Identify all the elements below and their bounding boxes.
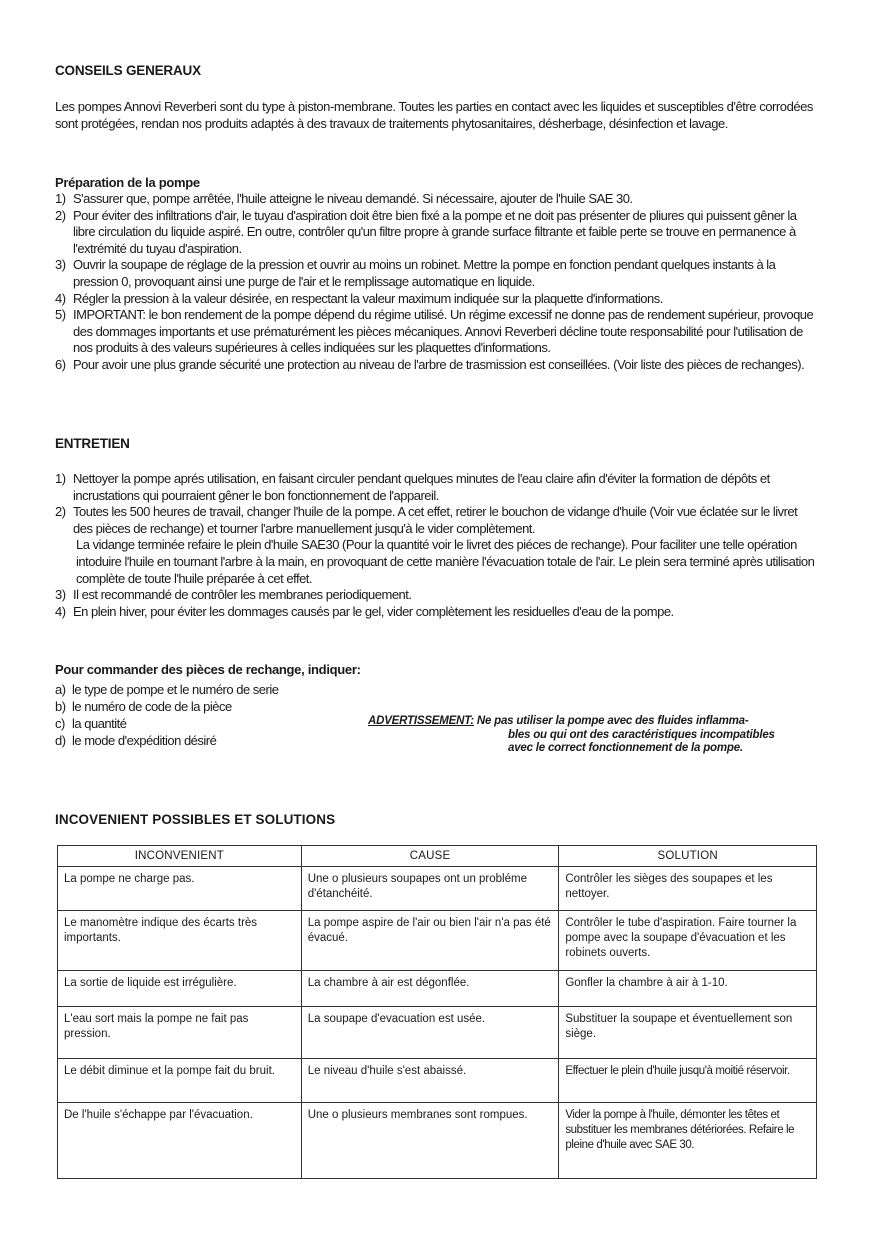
list-item: [55, 357, 817, 374]
item-number: 4): [55, 603, 66, 619]
cause-cell: La soupape d'evacuation est usée.: [301, 1007, 559, 1059]
item-text: Pour éviter des infiltrations d'air, le tuyau d'aspiration doit être bien fixé a la pompe et ne doit pas présenter de pliures qui puissent gêner la libre circulation du liquide aspiré. En outre, contrôler qu'un filtre propre à grande surface filtrante et faible perte se trouve en permanence à l'extrémité du tuyau d'aspiration.: [73, 207, 797, 256]
order-heading: Pour commander des pièces de rechange, indiquer:: [55, 662, 361, 677]
problem-cell: La sortie de liquide est irrégulière.: [58, 971, 302, 1007]
preparation-heading: Préparation de la pompe: [55, 175, 200, 190]
maintenance-heading: ENTRETIEN: [55, 436, 130, 451]
problem-cell: Le débit diminue et la pompe fait du bruit.: [58, 1059, 302, 1103]
item-text: Ouvrir la soupape de réglage de la pression et ouvrir au moins un robinet. Mettre la pompe en fonction pendant quelques instants à la pression 0, provoquant ainsi une purge de l'air et le remplissage automatique en liquide.: [73, 257, 776, 289]
item-number: 6): [55, 356, 66, 372]
list-item: [55, 732, 375, 749]
list-item: [55, 698, 375, 715]
preparation-list: [55, 191, 817, 374]
list-item: [55, 307, 817, 357]
item-text: S'assurer que, pompe arrêtée, l'huile atteigne le niveau demandé. Si nécessaire, ajouter de l'huile SAE 30.: [73, 191, 633, 206]
column-header-cause: CAUSE: [301, 846, 559, 867]
table-header-row: [58, 846, 817, 867]
problem-cell: L'eau sort mais la pompe ne fait pas pression.: [58, 1007, 302, 1059]
solution-cell: Gonfler la chambre à air à 1-10.: [559, 971, 817, 1007]
table-row: [58, 1103, 817, 1179]
table-row: [58, 911, 817, 971]
item-letter: b): [55, 699, 66, 714]
warning-label: ADVERTISSEMENT:: [368, 715, 474, 727]
item-text: la quantité: [72, 716, 127, 731]
item-text: En plein hiver, pour éviter les dommages causés par le gel, vider complètement les residuelles d'eau de la pompe.: [73, 603, 674, 619]
table-row: [58, 1059, 817, 1103]
table-row: [58, 1007, 817, 1059]
cause-cell: Une o plusieurs soupapes ont un probléme d'étanchéité.: [301, 867, 559, 911]
general-heading: CONSEILS GENERAUX: [55, 63, 201, 78]
item-text: le type de pompe et le numéro de serie: [72, 682, 279, 697]
solution-cell: Contrôler le tube d'aspiration. Faire tourner la pompe avec la soupape d'évacuation et les robinets ouverts.: [559, 911, 817, 971]
item-number: 2): [55, 504, 66, 520]
list-item: [55, 471, 817, 504]
cause-cell: La chambre à air est dégonflée.: [301, 971, 559, 1007]
item-text: Pour avoir une plus grande sécurité une protection au niveau de l'arbre de trasmission est conseillées. (Voir liste des pièces de rechanges).: [73, 356, 805, 372]
warning-line-1: Ne pas utiliser la pompe avec des fluides inflamma-: [476, 715, 749, 727]
item-text: Régler la pression à la valeur désirée, en respectant la valeur maximum indiquée sur la plaquette d'informations.: [73, 290, 663, 306]
list-item: [55, 257, 817, 290]
item-text-continued: La vidange terminée refaire le plein d'huile SAE30 (Pour la quantité voir le livret des piéces de rechange). Pour faciliter une telle opération intoduire l'huile en tournant l'arbre à la main, en provoquant de cette manière l'évacuation totale de l'air. Le plein sera terminé après utilisation complète de toute l'huile préparée à cet effet.: [76, 537, 815, 586]
solution-cell: Contrôler les sièges des soupapes et les nettoyer.: [559, 867, 817, 911]
list-item: [55, 587, 817, 604]
warning-line-2: bles ou qui ont des caractéristiques incompatibles: [508, 728, 775, 741]
list-item: [55, 191, 817, 208]
solution-cell: Effectuer le plein d'huile jusqu'à moitié réservoir.: [559, 1059, 817, 1103]
maintenance-list: [55, 471, 817, 620]
table-row: [58, 867, 817, 911]
warning-line-3: avec le correct fonctionnement de la pompe.: [508, 742, 743, 755]
cause-cell: Une o plusieurs membranes sont rompues.: [301, 1103, 559, 1179]
list-item: [55, 291, 817, 308]
problem-cell: De l'huile s'échappe par l'évacuation.: [58, 1103, 302, 1179]
item-text: Il est recommandé de contrôler les membranes periodiquement.: [73, 587, 412, 603]
problem-cell: La pompe ne charge pas.: [58, 867, 302, 911]
item-text: le numéro de code de la pièce: [72, 699, 232, 714]
list-item: [55, 681, 375, 698]
item-number: 4): [55, 290, 66, 306]
list-item: [55, 604, 817, 621]
table-row: [58, 971, 817, 1007]
problem-cell: Le manomètre indique des écarts très importants.: [58, 911, 302, 971]
list-item: [55, 504, 817, 587]
list-item: [55, 208, 817, 258]
item-text: IMPORTANT: le bon rendement de la pompe dépend du régime utilisé. Un régime excessif ne donne pas de rendement supérieur, provoque des dommages importants et use prématurément les pièces mécaniques. Annovi Reverberi décline toute responsabilité pour l'utilisation de nos produits à des valeurs supérieures à celles indiquées sur les plaquettes d'informations.: [73, 307, 814, 356]
column-header-solution: SOLUTION: [559, 846, 817, 867]
item-number: 1): [55, 471, 66, 486]
troubleshooting-heading: INCOVENIENT POSSIBLES ET SOLUTIONS: [55, 812, 336, 827]
order-list: [55, 681, 375, 749]
cause-cell: La pompe aspire de l'air ou bien l'air n'a pas été évacué.: [301, 911, 559, 971]
column-header-inconvenient: INCONVENIENT: [58, 846, 302, 867]
warning-notice: [368, 715, 818, 756]
solution-cell: Vider la pompe à l'huile, démonter les têtes et substituer les membranes détériorées. Refaire le pleine d'huile avec SAE 30.: [559, 1103, 817, 1179]
item-number: 3): [55, 587, 66, 603]
solution-cell: Substituer la soupape et éventuellement son siège.: [559, 1007, 817, 1059]
item-text: le mode d'expédition désiré: [72, 733, 217, 748]
item-number: 2): [55, 207, 66, 223]
item-number: 5): [55, 307, 66, 323]
troubleshooting-table: [57, 845, 817, 1179]
item-number: 1): [55, 191, 66, 206]
general-intro: Les pompes Annovi Reverberi sont du type à piston-membrane. Toutes les parties en contact avec les liquides et susceptibles d'être corrodées sont protégées, rendan nos produits adaptés à des travaux de traitements phytosanitaires, désherbage, désinfection et lavage.: [55, 99, 813, 131]
cause-cell: Le niveau d'huile s'est abaissé.: [301, 1059, 559, 1103]
item-letter: a): [55, 682, 66, 697]
item-text: Nettoyer la pompe aprés utilisation, en faisant circuler pendant quelques minutes de l'eau claire afin d'éviter la formation de dépôts et incrustations qui pourraient gêner le bon fonctionnement de l'appareil.: [73, 471, 770, 503]
item-text: Toutes les 500 heures de travail, changer l'huile de la pompe. A cet effet, retirer le bouchon de vidange d'huile (Voir vue éclatée sur le livret des pièces de rechange) et tourner l'arbre manuellement jusqu'à le vider complètement.: [73, 504, 798, 536]
item-letter: d): [55, 733, 66, 748]
item-letter: c): [55, 716, 65, 731]
item-number: 3): [55, 257, 66, 273]
list-item: [55, 715, 375, 732]
